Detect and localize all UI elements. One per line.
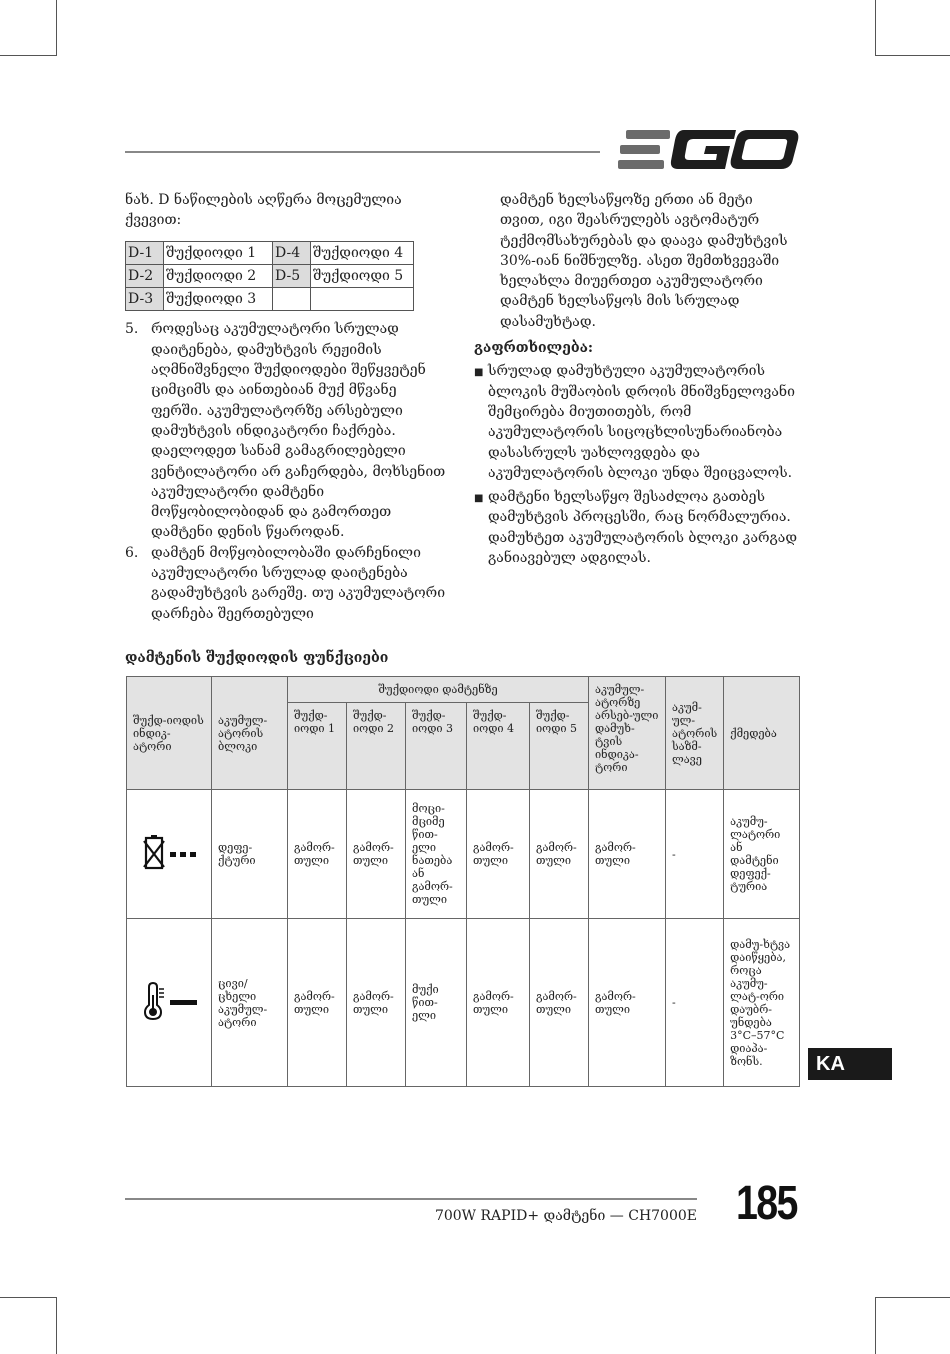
battery-defect-icon: [138, 833, 200, 873]
crop-mark: [875, 1297, 876, 1354]
table-row: [127, 919, 800, 1087]
crop-mark: [875, 0, 876, 56]
led-state: გამორ-თული: [347, 790, 406, 919]
bullet-icon: ■: [474, 493, 484, 505]
table-row: [126, 264, 414, 287]
crop-mark: [875, 55, 950, 56]
step-number: 6.: [125, 544, 139, 561]
step-item: [125, 543, 447, 624]
gauge-state: -: [666, 919, 724, 1087]
table-title: დამტენის შუქდიოდის ფუნქციები: [125, 650, 389, 666]
table-row: [126, 241, 414, 264]
step-text: როდესაც აკუმულატორი სრულად დაიტენება, დამუხტვის რეჟიმის აღმნიშვნელი შუქდიოდები შეწყვეტენ ციმციმს და აინთებიან მუქ მწვანე ფერში. აკუმულატორზე არსებული დამუხტვის ინდიკატორი ჩაქრება. დაელოდეთ სანამ გამაგრილებელი ვენტილატორი არ გაჩერდება, მოხსენით აკუმულატორი დამტენი მოწყობილობიდან და გამორთეთ დამტენი დენის წყაროდან.: [151, 321, 446, 541]
language-tab: KA: [808, 1048, 892, 1080]
table-header-row: [127, 677, 800, 703]
part-name: შუქდიოდი 2: [164, 264, 273, 287]
on-battery-state: გამორ-თული: [589, 919, 666, 1087]
header-led-5: შუქდ-იოდი 5: [530, 703, 589, 790]
warning-title: გაფრთხილება:: [474, 340, 594, 357]
part-name: შუქდიოდი 3: [164, 288, 273, 311]
battery-state: ცივი/ ცხელი აკუმულ-ატორი: [212, 919, 288, 1087]
led-state: მუქი წით-ელი: [406, 919, 467, 1087]
gauge-state: -: [666, 790, 724, 919]
led-state: გამორ-თული: [288, 919, 347, 1087]
led-state: გამორ-თული: [347, 919, 406, 1087]
ego-logo: [618, 128, 800, 172]
on-battery-state: გამორ-თული: [589, 790, 666, 919]
header-led-4: შუქდ-იოდი 4: [467, 703, 530, 790]
step-item: [125, 319, 447, 542]
part-code: D-3: [126, 288, 164, 311]
parts-intro: ნახ. D ნაწილების აღწერა მოცემულია ქვევით:: [125, 192, 402, 229]
led-state: გამორ-თული: [467, 790, 530, 919]
led-state: გამორ-თული: [530, 919, 589, 1087]
header-led-2: შუქდ-იოდი 2: [347, 703, 406, 790]
empty-cell: [311, 288, 414, 311]
header-battery: აკუმულ-ატორის ბლოკი: [212, 677, 288, 790]
warning-item: [474, 361, 800, 483]
led-state: გამორ-თული: [467, 919, 530, 1087]
empty-cell: [273, 288, 311, 311]
part-code: D-4: [273, 241, 311, 264]
header-rule: [125, 151, 600, 153]
header-led-group: შუქდიოდი დამტენზე: [288, 677, 589, 703]
crop-mark: [875, 1297, 950, 1298]
table-row: [126, 288, 414, 311]
bullet-icon: ■: [474, 367, 484, 379]
parts-table: [125, 241, 414, 312]
warning-item: [474, 487, 800, 568]
crop-mark: [56, 0, 57, 56]
left-column: [125, 190, 447, 624]
crop-mark: [0, 1297, 56, 1298]
step-number: 5.: [125, 321, 139, 338]
led-state: გამორ-თული: [288, 790, 347, 919]
footer-rule: [125, 1198, 697, 1200]
part-name: შუქდიოდი 1: [164, 241, 273, 264]
header-gauge: აკუმ-ულ-ატორის საზმ-ლავე: [666, 677, 724, 790]
led-function-table: [126, 676, 800, 1087]
header-on-battery: აკუმულ-ატორზე არსებ-ული დამუხ-ტვის ინდიკა-ტორი: [589, 677, 666, 790]
page-number: 185: [736, 1177, 797, 1230]
step-text: დამტენ მოწყობილობაში დარჩენილი აკუმულატორი სრულად დაიტენება გადამუხტვის გარეშე. თუ აკუმულატორი დარჩება შეერთებული: [151, 544, 446, 622]
header-led-1: შუქდ-იოდი 1: [288, 703, 347, 790]
action-text: აკუმუ-ლატორი ან დამტენი დეფექ-ტურია: [724, 790, 800, 919]
warning-text: დამტენი ხელსაწყო შესაძლოა გათბეს დამუხტვის პროცესში, რაც ნორმალურია. დამუხტეთ აკუმულატორის ბლოკი კარგად განიავებულ ადგილას.: [488, 489, 798, 567]
header-action: ქმედება: [724, 677, 800, 790]
crop-mark: [56, 1297, 57, 1354]
part-code: D-2: [126, 264, 164, 287]
header-led-3: შუქდ-იოდი 3: [406, 703, 467, 790]
part-name: შუქდიოდი 5: [311, 264, 414, 287]
header-indicator: შუქდ-იოდის ინდიკ-ატორი: [127, 677, 212, 790]
indicator-cell: [127, 919, 212, 1087]
part-name: შუქდიოდი 4: [311, 241, 414, 264]
part-code: D-1: [126, 241, 164, 264]
action-text: დამუ-ხტვა დაიწყება, როცა აკუმუ-ლატ-ორი დაუბრ-უნდება 3°C–57°C დიაპა-ზონს.: [724, 919, 800, 1087]
right-column: [474, 190, 800, 568]
warning-text: სრულად დამუხტული აკუმულატორის ბლოკის მუშაობის დროის მნიშვნელოვანი შემცირება მიუთითებს, რომ აკუმულატორის სიცოცხლისუნარიანობა დასასრულს უახლოვდება და აკუმულატორის ბლოკი უნდა შეიცვალოს.: [488, 363, 795, 481]
crop-mark: [0, 55, 56, 56]
part-code: D-5: [273, 264, 311, 287]
table-row: [127, 790, 800, 919]
indicator-cell: [127, 790, 212, 919]
thermometer-icon: [138, 981, 200, 1021]
step-continuation: დამტენ ხელსაწყოზე ერთი ან მეტი თვით, იგი შეასრულებს ავტომატურ ტექმომსახურებას და დაავა დამუხტვის 30%-იან ნიშნულზე. ასეთ შემთხვევაში ხელახლა მიუერთეთ აკუმულატორი დამტენ ხელსაწყოს მის სრულად დასამუხტად.: [500, 192, 788, 330]
footer-text: 700W RAPID+ დამტენი — CH7000E: [434, 1208, 697, 1224]
battery-state: დეფე-ქტური: [212, 790, 288, 919]
led-state: მოცი-მციმე წით-ელი ნათება ან გამორ-თული: [406, 790, 467, 919]
led-state: გამორ-თული: [530, 790, 589, 919]
